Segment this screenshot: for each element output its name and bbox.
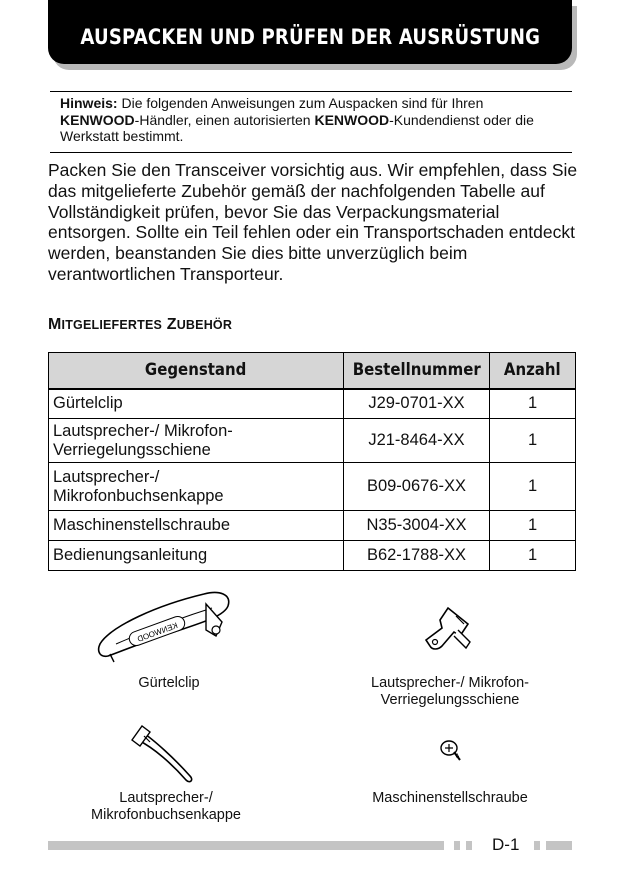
footer-bar-square-3 <box>534 841 540 850</box>
column-header-part: Bestellnummer <box>343 353 489 389</box>
item-cell: Gürtelclip <box>49 389 344 419</box>
footer-bar-square-1 <box>454 841 460 850</box>
note-brand-1: KENWOOD <box>60 111 135 128</box>
table-row <box>49 541 576 571</box>
note-text-3: -Kundendienst oder die Werkstatt bestimmt. <box>60 111 534 144</box>
part-number-cell: B09-0676-XX <box>343 463 489 511</box>
quantity-cell: 1 <box>490 511 576 541</box>
footer-bar-right <box>546 841 572 850</box>
column-header-item: Gegenstand <box>49 353 344 389</box>
quantity-cell: 1 <box>490 463 576 511</box>
footer-bar-square-2 <box>466 841 472 850</box>
table-row <box>49 511 576 541</box>
belt-clip-brand-text: KENWOOD <box>136 620 179 644</box>
section-heading: MITGELIEFERTES ZUBEHÖR <box>48 316 233 333</box>
screw-illustration <box>438 738 464 764</box>
item-cell: Lautsprecher-/ Mikrofon- Verriegelungsschiene <box>49 419 344 463</box>
jack-cap-illustration <box>128 710 204 786</box>
part-number-cell: N35-3004-XX <box>343 511 489 541</box>
table-row <box>49 463 576 511</box>
part-number-cell: B62-1788-XX <box>343 541 489 571</box>
item-cell: Maschinenstellschraube <box>49 511 344 541</box>
quantity-cell: 1 <box>490 541 576 571</box>
table-row <box>49 389 576 419</box>
table-row <box>49 419 576 463</box>
item-cell: Lautsprecher-/ Mikrofonbuchsenkappe <box>49 463 344 511</box>
page-title: AUSPACKEN UND PRÜFEN DER AUSRÜSTUNG <box>80 25 540 49</box>
locking-rail-illustration <box>418 602 482 660</box>
footer-bar-left <box>48 841 444 850</box>
quantity-cell: 1 <box>490 389 576 419</box>
page-number: D-1 <box>492 835 520 854</box>
table-header-row <box>49 353 576 389</box>
caption-locking-rail: Lautsprecher-/ Mikrofon- Verriegelungsschiene <box>371 675 529 708</box>
note-text-2: -Händler, einen autorisierten <box>134 111 315 128</box>
intro-paragraph: Packen Sie den Transceiver vorsichtig aus. Wir empfehlen, dass Sie das mitgelieferte Zubehör gemäß der nachfolgenden Tabelle auf Vollständigkeit prüfen, bevor Sie das Verpackungsmaterial entsorgen. Sollte ein Teil fehlen oder ein Transportschaden entdeckt werden, beanstanden Sie dies bitte unverzüglich beim verantwortlichen Transporteur. <box>48 160 578 284</box>
column-header-qty: Anzahl <box>490 353 576 389</box>
note-label: Hinweis: <box>60 95 118 111</box>
quantity-cell: 1 <box>490 419 576 463</box>
part-number-cell: J21-8464-XX <box>343 419 489 463</box>
caption-jack-cap: Lautsprecher-/ Mikrofonbuchsenkappe <box>91 790 241 823</box>
page-title-banner <box>48 0 572 64</box>
note-brand-2: KENWOOD <box>314 111 390 128</box>
note-text-1: Die folgenden Anweisungen zum Auspacken sind für Ihren <box>117 95 484 111</box>
caption-belt-clip: Gürtelclip <box>138 675 200 691</box>
item-cell: Bedienungsanleitung <box>49 541 344 571</box>
part-number-cell: J29-0701-XX <box>343 389 489 419</box>
caption-screw: Maschinenstellschraube <box>372 790 528 806</box>
accessories-table <box>48 352 576 571</box>
note-box <box>50 91 572 153</box>
belt-clip-illustration <box>94 586 244 666</box>
